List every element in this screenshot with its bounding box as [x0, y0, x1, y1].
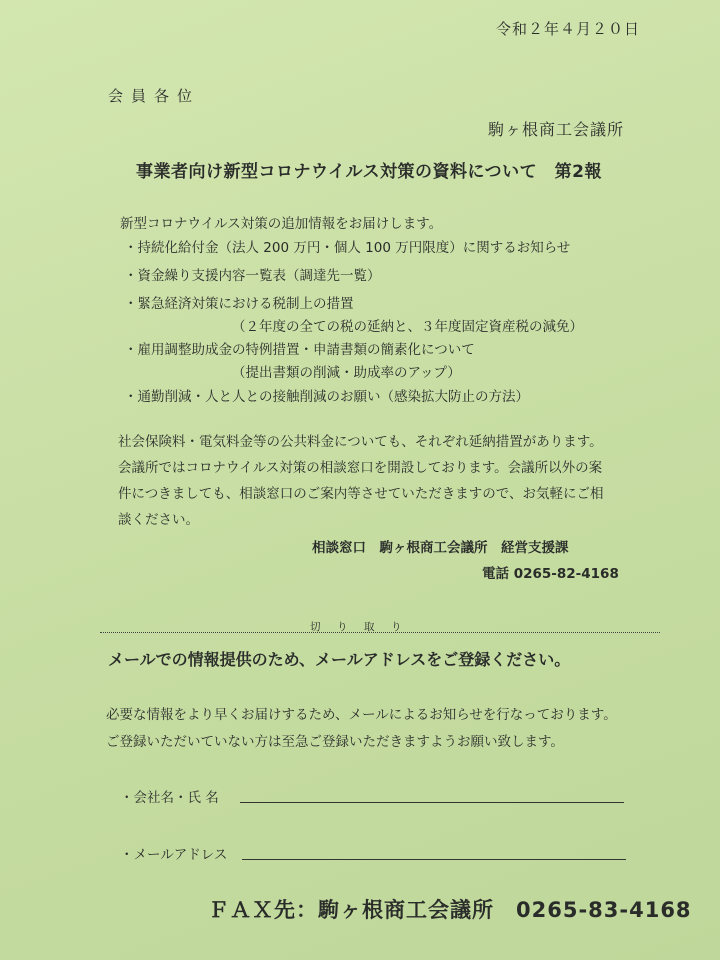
- list-item: ・通勤削減・人と人との接触削減のお願い（感染拡大防止の方法）: [124, 389, 529, 405]
- cut-line: [100, 632, 660, 633]
- company-name-field[interactable]: [240, 801, 624, 803]
- contact-desk: 相談窓口 駒ヶ根商工会議所 経営支援課: [312, 540, 569, 556]
- list-item-note: （提出書類の削減・助成率のアップ）: [232, 365, 461, 381]
- sender-organization: 駒ヶ根商工会議所: [488, 120, 625, 139]
- paragraph-line: 会議所ではコロナウイルス対策の相談窓口を開設しております。会議所以外の案: [118, 460, 603, 476]
- document-date: 令和２年４月２０日: [496, 20, 641, 38]
- registration-body-line: ご登録いただいていない方は至急ご登録いただきますようお願い致します。: [106, 734, 564, 750]
- email-label: ・メールアドレス: [120, 847, 228, 863]
- email-field[interactable]: [242, 858, 626, 860]
- list-item: ・雇用調整助成金の特例措置・申請書類の簡素化について: [124, 342, 475, 358]
- cut-here-label: 切 り 取 り: [310, 621, 405, 633]
- paragraph-line: 談ください。: [118, 512, 199, 528]
- paragraph-line: 社会保険料・電気料金等の公共料金についても、それぞれ延納措置があります。: [118, 434, 603, 450]
- list-item-note: （２年度の全ての税の延納と、３年度固定資産税の減免）: [232, 319, 583, 335]
- salutation: 会員各位: [108, 87, 201, 105]
- intro-text: 新型コロナウイルス対策の追加情報をお届けします。: [120, 216, 443, 232]
- company-name-label: ・会社名・氏 名: [120, 790, 219, 806]
- list-item: ・持続化給付金（法人 200 万円・個人 100 万円限度）に関するお知らせ: [124, 240, 571, 256]
- list-item: ・資金繰り支援内容一覧表（調達先一覧）: [124, 268, 381, 284]
- paragraph-line: 件につきましても、相談窓口のご案内等させていただきますので、お気軽にご相: [118, 486, 604, 502]
- registration-heading: メールでの情報提供のため、メールアドレスをご登録ください。: [108, 650, 571, 669]
- registration-body-line: 必要な情報をより早くお届けするため、メールによるお知らせを行なっております。: [106, 707, 617, 723]
- fax-destination: ＦＡＸ先：駒ヶ根商工会議所 0265-83-4168: [208, 898, 692, 922]
- list-item: ・緊急経済対策における税制上の措置: [124, 296, 354, 312]
- document-title: 事業者向け新型コロナウイルス対策の資料について 第2報: [136, 162, 602, 182]
- contact-phone: 電話 0265-82-4168: [482, 566, 619, 582]
